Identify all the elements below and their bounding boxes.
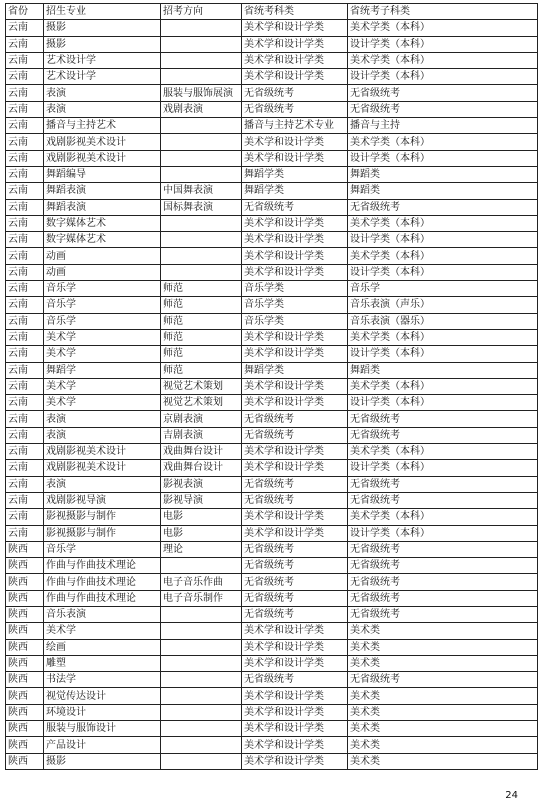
cell-exam-subcategory: 设计学类（本科）	[348, 395, 538, 411]
cell-direction	[161, 134, 242, 150]
cell-province: 陕西	[6, 623, 44, 639]
cell-exam-subcategory: 播音与主持	[348, 118, 538, 134]
cell-province: 云南	[6, 36, 44, 52]
cell-direction: 师范	[161, 329, 242, 345]
cell-exam-subcategory: 美术类	[348, 704, 538, 720]
cell-exam-subcategory: 设计学类（本科）	[348, 346, 538, 362]
cell-exam-subcategory: 无省级统考	[348, 85, 538, 101]
cell-major: 舞蹈编导	[44, 166, 161, 182]
cell-direction: 视觉艺术策划	[161, 378, 242, 394]
cell-major: 书法学	[44, 672, 161, 688]
cell-province: 陕西	[6, 639, 44, 655]
cell-exam-category: 美术学和设计学类	[242, 704, 348, 720]
cell-major: 作曲与作曲技术理论	[44, 574, 161, 590]
cell-major: 音乐学	[44, 297, 161, 313]
cell-major: 绘画	[44, 639, 161, 655]
cell-exam-category: 美术学和设计学类	[242, 150, 348, 166]
table-row	[6, 688, 538, 704]
cell-major: 服装与服饰设计	[44, 721, 161, 737]
cell-exam-category: 美术学和设计学类	[242, 215, 348, 231]
cell-exam-subcategory: 无省级统考	[348, 590, 538, 606]
cell-exam-subcategory: 无省级统考	[348, 411, 538, 427]
cell-major: 摄影	[44, 20, 161, 36]
cell-major: 数字媒体艺术	[44, 232, 161, 248]
table-row	[6, 101, 538, 117]
cell-exam-subcategory: 美术学类（本科）	[348, 248, 538, 264]
cell-province: 陕西	[6, 753, 44, 769]
table-row	[6, 329, 538, 345]
cell-province: 云南	[6, 118, 44, 134]
table-row	[6, 460, 538, 476]
cell-exam-subcategory: 美术学类（本科）	[348, 329, 538, 345]
cell-direction: 电影	[161, 509, 242, 525]
table-row	[6, 753, 538, 769]
cell-exam-category: 美术学和设计学类	[242, 509, 348, 525]
cell-direction	[161, 52, 242, 68]
table-row	[6, 672, 538, 688]
table-row	[6, 134, 538, 150]
cell-major: 美术学	[44, 378, 161, 394]
cell-exam-subcategory: 无省级统考	[348, 427, 538, 443]
cell-exam-category: 美术学和设计学类	[242, 329, 348, 345]
cell-province: 云南	[6, 199, 44, 215]
cell-major: 数字媒体艺术	[44, 215, 161, 231]
cell-major: 美术学	[44, 395, 161, 411]
cell-major: 作曲与作曲技术理论	[44, 590, 161, 606]
cell-direction	[161, 753, 242, 769]
cell-province: 陕西	[6, 737, 44, 753]
cell-direction	[161, 166, 242, 182]
admissions-table	[5, 3, 538, 770]
cell-exam-subcategory: 美术类	[348, 753, 538, 769]
cell-direction	[161, 558, 242, 574]
cell-exam-category: 美术学和设计学类	[242, 753, 348, 769]
cell-exam-category: 美术学和设计学类	[242, 444, 348, 460]
cell-exam-subcategory: 美术学类（本科）	[348, 378, 538, 394]
cell-major: 美术学	[44, 623, 161, 639]
cell-major: 音乐学	[44, 313, 161, 329]
table-header-row	[6, 4, 538, 20]
cell-exam-subcategory: 美术学类（本科）	[348, 52, 538, 68]
cell-province: 云南	[6, 134, 44, 150]
cell-province: 陕西	[6, 606, 44, 622]
cell-exam-category: 美术学和设计学类	[242, 688, 348, 704]
cell-direction: 师范	[161, 362, 242, 378]
cell-direction: 戏曲舞台设计	[161, 460, 242, 476]
cell-major: 美术学	[44, 329, 161, 345]
cell-major: 摄影	[44, 36, 161, 52]
cell-major: 作曲与作曲技术理论	[44, 558, 161, 574]
cell-province: 云南	[6, 492, 44, 508]
cell-exam-category: 无省级统考	[242, 558, 348, 574]
cell-major: 环境设计	[44, 704, 161, 720]
cell-province: 云南	[6, 427, 44, 443]
cell-exam-category: 美术学和设计学类	[242, 460, 348, 476]
table-row	[6, 606, 538, 622]
cell-province: 陕西	[6, 655, 44, 671]
cell-exam-category: 美术学和设计学类	[242, 36, 348, 52]
cell-major: 表演	[44, 101, 161, 117]
cell-exam-category: 美术学和设计学类	[242, 721, 348, 737]
cell-major: 艺术设计学	[44, 52, 161, 68]
table-row	[6, 264, 538, 280]
header-direction: 招考方向	[161, 4, 242, 20]
cell-exam-subcategory: 无省级统考	[348, 606, 538, 622]
cell-direction	[161, 737, 242, 753]
cell-major: 舞蹈学	[44, 362, 161, 378]
cell-direction	[161, 721, 242, 737]
cell-exam-category: 美术学和设计学类	[242, 69, 348, 85]
cell-province: 云南	[6, 378, 44, 394]
cell-direction: 国标舞表演	[161, 199, 242, 215]
cell-province: 云南	[6, 525, 44, 541]
cell-exam-category: 无省级统考	[242, 672, 348, 688]
cell-direction	[161, 20, 242, 36]
cell-exam-subcategory: 美术学类（本科）	[348, 215, 538, 231]
table-row	[6, 623, 538, 639]
cell-exam-category: 美术学和设计学类	[242, 623, 348, 639]
cell-exam-subcategory: 无省级统考	[348, 574, 538, 590]
table-row	[6, 281, 538, 297]
cell-province: 云南	[6, 232, 44, 248]
cell-exam-category: 音乐学类	[242, 313, 348, 329]
table-row	[6, 215, 538, 231]
cell-direction: 电子音乐制作	[161, 590, 242, 606]
table-row	[6, 346, 538, 362]
cell-major: 舞蹈表演	[44, 183, 161, 199]
cell-exam-subcategory: 美术学类（本科）	[348, 20, 538, 36]
cell-province: 陕西	[6, 574, 44, 590]
cell-province: 云南	[6, 20, 44, 36]
header-exam-subcategory: 省统考子科类	[348, 4, 538, 20]
cell-direction: 吉剧表演	[161, 427, 242, 443]
cell-exam-category: 美术学和设计学类	[242, 346, 348, 362]
cell-major: 动画	[44, 248, 161, 264]
cell-exam-category: 舞蹈学类	[242, 362, 348, 378]
table-row	[6, 541, 538, 557]
cell-direction: 师范	[161, 297, 242, 313]
cell-direction	[161, 150, 242, 166]
cell-province: 云南	[6, 509, 44, 525]
cell-direction: 服装与服饰展演	[161, 85, 242, 101]
cell-direction: 师范	[161, 346, 242, 362]
cell-major: 戏剧影视导演	[44, 492, 161, 508]
cell-major: 戏剧影视美术设计	[44, 460, 161, 476]
table-row	[6, 411, 538, 427]
cell-exam-subcategory: 美术类	[348, 623, 538, 639]
cell-exam-subcategory: 舞蹈类	[348, 183, 538, 199]
cell-exam-subcategory: 无省级统考	[348, 492, 538, 508]
cell-exam-category: 无省级统考	[242, 476, 348, 492]
cell-direction	[161, 623, 242, 639]
table-row	[6, 69, 538, 85]
cell-direction: 中国舞表演	[161, 183, 242, 199]
cell-exam-category: 美术学和设计学类	[242, 264, 348, 280]
cell-exam-subcategory: 音乐表演（声乐）	[348, 297, 538, 313]
cell-direction	[161, 232, 242, 248]
cell-major: 影视摄影与制作	[44, 525, 161, 541]
cell-direction: 师范	[161, 313, 242, 329]
cell-major: 舞蹈表演	[44, 199, 161, 215]
cell-province: 云南	[6, 346, 44, 362]
cell-exam-subcategory: 设计学类（本科）	[348, 264, 538, 280]
cell-province: 云南	[6, 297, 44, 313]
cell-exam-subcategory: 无省级统考	[348, 101, 538, 117]
cell-province: 云南	[6, 166, 44, 182]
cell-province: 陕西	[6, 590, 44, 606]
cell-major: 表演	[44, 427, 161, 443]
table-row	[6, 183, 538, 199]
cell-direction	[161, 639, 242, 655]
cell-exam-subcategory: 美术学类（本科）	[348, 134, 538, 150]
cell-exam-subcategory: 设计学类（本科）	[348, 232, 538, 248]
cell-direction	[161, 606, 242, 622]
table-row	[6, 248, 538, 264]
table-body	[6, 20, 538, 770]
cell-province: 云南	[6, 150, 44, 166]
header-major: 招生专业	[44, 4, 161, 20]
table-row	[6, 444, 538, 460]
cell-major: 音乐表演	[44, 606, 161, 622]
table-row	[6, 118, 538, 134]
table-row	[6, 52, 538, 68]
cell-major: 音乐学	[44, 541, 161, 557]
cell-exam-subcategory: 设计学类（本科）	[348, 460, 538, 476]
cell-exam-subcategory: 音乐学	[348, 281, 538, 297]
cell-province: 云南	[6, 85, 44, 101]
cell-major: 表演	[44, 476, 161, 492]
cell-exam-subcategory: 设计学类（本科）	[348, 150, 538, 166]
cell-province: 云南	[6, 183, 44, 199]
cell-direction	[161, 69, 242, 85]
cell-direction: 电影	[161, 525, 242, 541]
header-exam-category: 省统考科类	[242, 4, 348, 20]
table-row	[6, 378, 538, 394]
cell-major: 音乐学	[44, 281, 161, 297]
cell-major: 戏剧影视美术设计	[44, 444, 161, 460]
cell-major: 摄影	[44, 753, 161, 769]
cell-exam-category: 音乐学类	[242, 297, 348, 313]
cell-exam-category: 播音与主持艺术专业	[242, 118, 348, 134]
cell-exam-category: 无省级统考	[242, 427, 348, 443]
table-row	[6, 427, 538, 443]
table-row	[6, 558, 538, 574]
cell-direction: 戏曲舞台设计	[161, 444, 242, 460]
table-row	[6, 297, 538, 313]
cell-exam-category: 美术学和设计学类	[242, 395, 348, 411]
cell-direction	[161, 248, 242, 264]
cell-province: 云南	[6, 476, 44, 492]
cell-exam-category: 美术学和设计学类	[242, 248, 348, 264]
cell-exam-subcategory: 美术类	[348, 655, 538, 671]
cell-exam-category: 美术学和设计学类	[242, 378, 348, 394]
cell-direction: 理论	[161, 541, 242, 557]
cell-direction	[161, 264, 242, 280]
cell-province: 云南	[6, 395, 44, 411]
cell-province: 云南	[6, 69, 44, 85]
cell-province: 云南	[6, 264, 44, 280]
cell-exam-category: 美术学和设计学类	[242, 52, 348, 68]
table-row	[6, 199, 538, 215]
cell-major: 戏剧影视美术设计	[44, 150, 161, 166]
cell-exam-subcategory: 设计学类（本科）	[348, 69, 538, 85]
cell-exam-category: 音乐学类	[242, 281, 348, 297]
cell-exam-subcategory: 美术学类（本科）	[348, 509, 538, 525]
cell-direction	[161, 36, 242, 52]
cell-exam-category: 美术学和设计学类	[242, 737, 348, 753]
cell-exam-subcategory: 无省级统考	[348, 541, 538, 557]
cell-direction	[161, 704, 242, 720]
cell-exam-subcategory: 无省级统考	[348, 558, 538, 574]
cell-province: 云南	[6, 329, 44, 345]
cell-province: 云南	[6, 215, 44, 231]
cell-province: 云南	[6, 101, 44, 117]
cell-exam-category: 无省级统考	[242, 590, 348, 606]
cell-exam-category: 美术学和设计学类	[242, 525, 348, 541]
table-row	[6, 655, 538, 671]
table-row	[6, 150, 538, 166]
cell-exam-category: 美术学和设计学类	[242, 134, 348, 150]
cell-exam-category: 无省级统考	[242, 85, 348, 101]
cell-exam-subcategory: 美术类	[348, 688, 538, 704]
cell-direction: 影视表演	[161, 476, 242, 492]
cell-exam-category: 舞蹈学类	[242, 183, 348, 199]
cell-province: 陕西	[6, 541, 44, 557]
cell-province: 云南	[6, 52, 44, 68]
table-row	[6, 85, 538, 101]
cell-province: 云南	[6, 248, 44, 264]
cell-province: 云南	[6, 281, 44, 297]
table-row	[6, 704, 538, 720]
cell-exam-subcategory: 无省级统考	[348, 672, 538, 688]
cell-exam-category: 美术学和设计学类	[242, 20, 348, 36]
table-row	[6, 590, 538, 606]
table-row	[6, 509, 538, 525]
cell-direction: 京剧表演	[161, 411, 242, 427]
cell-province: 云南	[6, 313, 44, 329]
cell-direction: 电子音乐作曲	[161, 574, 242, 590]
table-row	[6, 362, 538, 378]
cell-exam-subcategory: 无省级统考	[348, 199, 538, 215]
cell-exam-category: 美术学和设计学类	[242, 655, 348, 671]
table-row	[6, 36, 538, 52]
cell-exam-subcategory: 设计学类（本科）	[348, 525, 538, 541]
cell-exam-category: 无省级统考	[242, 541, 348, 557]
cell-direction	[161, 655, 242, 671]
cell-exam-category: 无省级统考	[242, 101, 348, 117]
cell-major: 影视摄影与制作	[44, 509, 161, 525]
table-row	[6, 313, 538, 329]
cell-exam-category: 无省级统考	[242, 411, 348, 427]
cell-province: 云南	[6, 460, 44, 476]
cell-exam-category: 美术学和设计学类	[242, 232, 348, 248]
cell-exam-category: 无省级统考	[242, 574, 348, 590]
cell-exam-subcategory: 设计学类（本科）	[348, 36, 538, 52]
cell-major: 表演	[44, 85, 161, 101]
cell-major: 产品设计	[44, 737, 161, 753]
cell-direction: 影视导演	[161, 492, 242, 508]
table-row	[6, 232, 538, 248]
cell-major: 美术学	[44, 346, 161, 362]
page-number: 24	[505, 790, 518, 801]
cell-direction	[161, 672, 242, 688]
cell-exam-subcategory: 音乐表演（器乐）	[348, 313, 538, 329]
table-row	[6, 721, 538, 737]
cell-exam-category: 无省级统考	[242, 606, 348, 622]
cell-direction	[161, 215, 242, 231]
cell-exam-category: 无省级统考	[242, 199, 348, 215]
cell-direction: 戏剧表演	[161, 101, 242, 117]
cell-exam-subcategory: 美术类	[348, 639, 538, 655]
table-row	[6, 166, 538, 182]
cell-major: 动画	[44, 264, 161, 280]
cell-major: 艺术设计学	[44, 69, 161, 85]
cell-province: 云南	[6, 411, 44, 427]
cell-direction	[161, 688, 242, 704]
cell-province: 云南	[6, 362, 44, 378]
cell-exam-subcategory: 美术学类（本科）	[348, 444, 538, 460]
cell-exam-category: 舞蹈学类	[242, 166, 348, 182]
header-province: 省份	[6, 4, 44, 20]
cell-exam-subcategory: 美术类	[348, 721, 538, 737]
table-row	[6, 492, 538, 508]
cell-major: 视觉传达设计	[44, 688, 161, 704]
table-row	[6, 476, 538, 492]
cell-province: 陕西	[6, 721, 44, 737]
table-row	[6, 639, 538, 655]
cell-exam-subcategory: 舞蹈类	[348, 166, 538, 182]
cell-major: 雕塑	[44, 655, 161, 671]
cell-province: 云南	[6, 444, 44, 460]
table-row	[6, 737, 538, 753]
cell-direction: 师范	[161, 281, 242, 297]
cell-exam-category: 美术学和设计学类	[242, 639, 348, 655]
cell-exam-subcategory: 舞蹈类	[348, 362, 538, 378]
cell-direction: 视觉艺术策划	[161, 395, 242, 411]
cell-exam-subcategory: 无省级统考	[348, 476, 538, 492]
cell-major: 表演	[44, 411, 161, 427]
table-row	[6, 395, 538, 411]
cell-major: 播音与主持艺术	[44, 118, 161, 134]
cell-province: 陕西	[6, 704, 44, 720]
cell-exam-subcategory: 美术类	[348, 737, 538, 753]
cell-province: 陕西	[6, 688, 44, 704]
cell-province: 陕西	[6, 558, 44, 574]
cell-major: 戏剧影视美术设计	[44, 134, 161, 150]
table-row	[6, 574, 538, 590]
table-row	[6, 525, 538, 541]
cell-direction	[161, 118, 242, 134]
table-row	[6, 20, 538, 36]
cell-province: 陕西	[6, 672, 44, 688]
cell-exam-category: 无省级统考	[242, 492, 348, 508]
